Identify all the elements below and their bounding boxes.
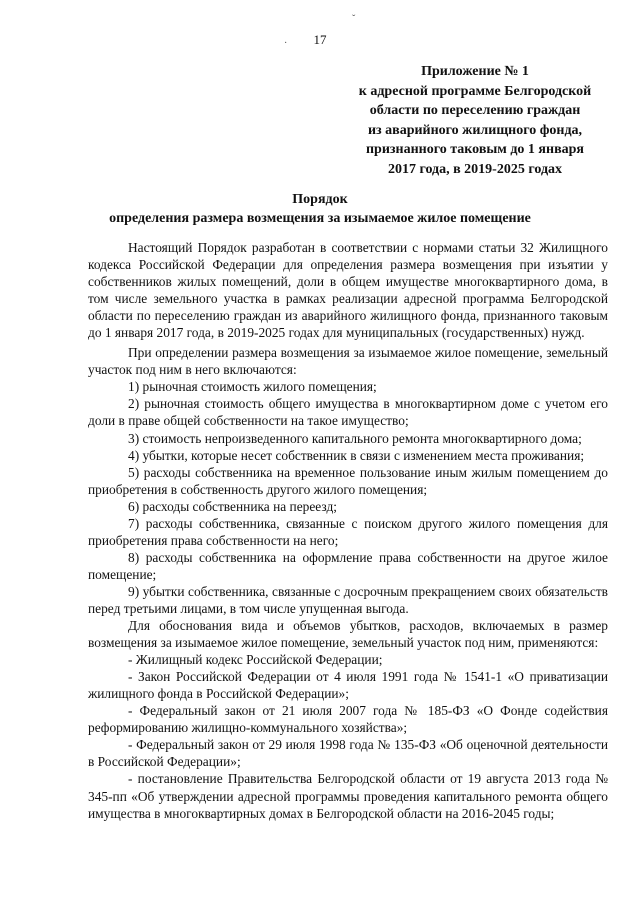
list-item: 5) расходы собственника на временное пользование иным жилым помещением до приобретения в собственность другого жилого помещения; bbox=[88, 464, 608, 497]
list-item: 8) расходы собственника на оформление права собственности на другое жилое помещение; bbox=[88, 549, 608, 582]
subtitle-line: определения размера возмещения за изымаемое жилое помещение bbox=[109, 211, 531, 226]
law-list-item: - Жилищный кодекс Российской Федерации; bbox=[128, 652, 383, 668]
title-line: Порядок bbox=[292, 192, 348, 207]
list-item: 7) расходы собственника, связанные с поиском другого жилого помещения для приобретения права собственности на него; bbox=[88, 515, 608, 548]
appendix-title: Приложение № 1 bbox=[421, 64, 529, 79]
appendix-line: области по переселению граждан bbox=[369, 103, 581, 118]
list-item: 1) рыночная стоимость жилого помещения; bbox=[128, 379, 377, 395]
appendix-line: признанного таковым до 1 января bbox=[365, 142, 584, 157]
list-item: 9) убытки собственника, связанные с досрочным прекращением своих обязательств перед третьими лицами, в том числе упущенная выгода. bbox=[88, 583, 608, 616]
paragraph-intro: Настоящий Порядок разработан в соответствии с нормами статьи 32 Жилищного кодекса Российской Федерации для определения размера возмещения при изъятии у собственников жилых помещений, доли в общем имуществе многоквартирного дома, в том числе земельного участка в рамках реализации адресной программа Белгородской области по переселению граждан из аварийного жилищного фонда, признанного таковым до 1 января 2017 года, в 2019-2025 годах для муниципальных (государственных) нужд. bbox=[88, 240, 608, 341]
list-item: 4) убытки, которые несет собственник в связи с изменением места проживания; bbox=[128, 447, 585, 463]
document-body bbox=[88, 239, 608, 822]
list-item: 3) стоимость непроизведенного капитального ремонта многоквартирного дома; bbox=[128, 430, 582, 446]
law-list-item: - Федеральный закон от 21 июля 2007 года № 185-ФЗ «О Фонде содействия реформированию жилищно-коммунального хозяйства»; bbox=[88, 703, 608, 736]
law-list-item: - Федеральный закон от 29 июля 1998 года № 135-ФЗ «Об оценочной деятельности в Российской Федерации»; bbox=[88, 737, 608, 770]
law-list-item: - Закон Российской Федерации от 4 июля 1991 года № 1541-1 «О приватизации жилищного фонда в Российской Федерации»; bbox=[88, 669, 608, 702]
scan-mark: ˇ bbox=[352, 14, 356, 25]
document-title bbox=[0, 190, 640, 228]
appendix-line: из аварийного жилищного фонда, bbox=[367, 122, 583, 138]
page-number: 17 bbox=[313, 32, 327, 47]
appendix-header bbox=[330, 62, 620, 179]
appendix-line: к адресной программе Белгородской bbox=[358, 83, 592, 99]
law-list-item: - постановление Правительства Белгородской области от 19 августа 2013 года № 345-пп «Об утверждении адресной программы проведения капитального ремонта общего имущества в многоквартирных домах в Белгородской области на 2016-2045 годы; bbox=[88, 771, 608, 821]
list-item: 2) рыночная стоимость общего имущества в многоквартирном доме с учетом его доли в праве общей собственности на такое имущество; bbox=[88, 396, 608, 429]
scan-mark: · bbox=[284, 38, 288, 49]
paragraph-compensation: При определении размера возмещения за изымаемое жилое помещение, земельный участок под ним в него включаются: bbox=[88, 345, 608, 378]
appendix-line: 2017 года, в 2019-2025 годах bbox=[387, 161, 563, 177]
paragraph-justification: Для обоснования вида и объемов убытков, расходов, включаемых в размер возмещения за изымаемое жилое помещение, земельный участок под ним, применяются: bbox=[88, 618, 608, 651]
list-item: 6) расходы собственника на переезд; bbox=[128, 498, 337, 514]
